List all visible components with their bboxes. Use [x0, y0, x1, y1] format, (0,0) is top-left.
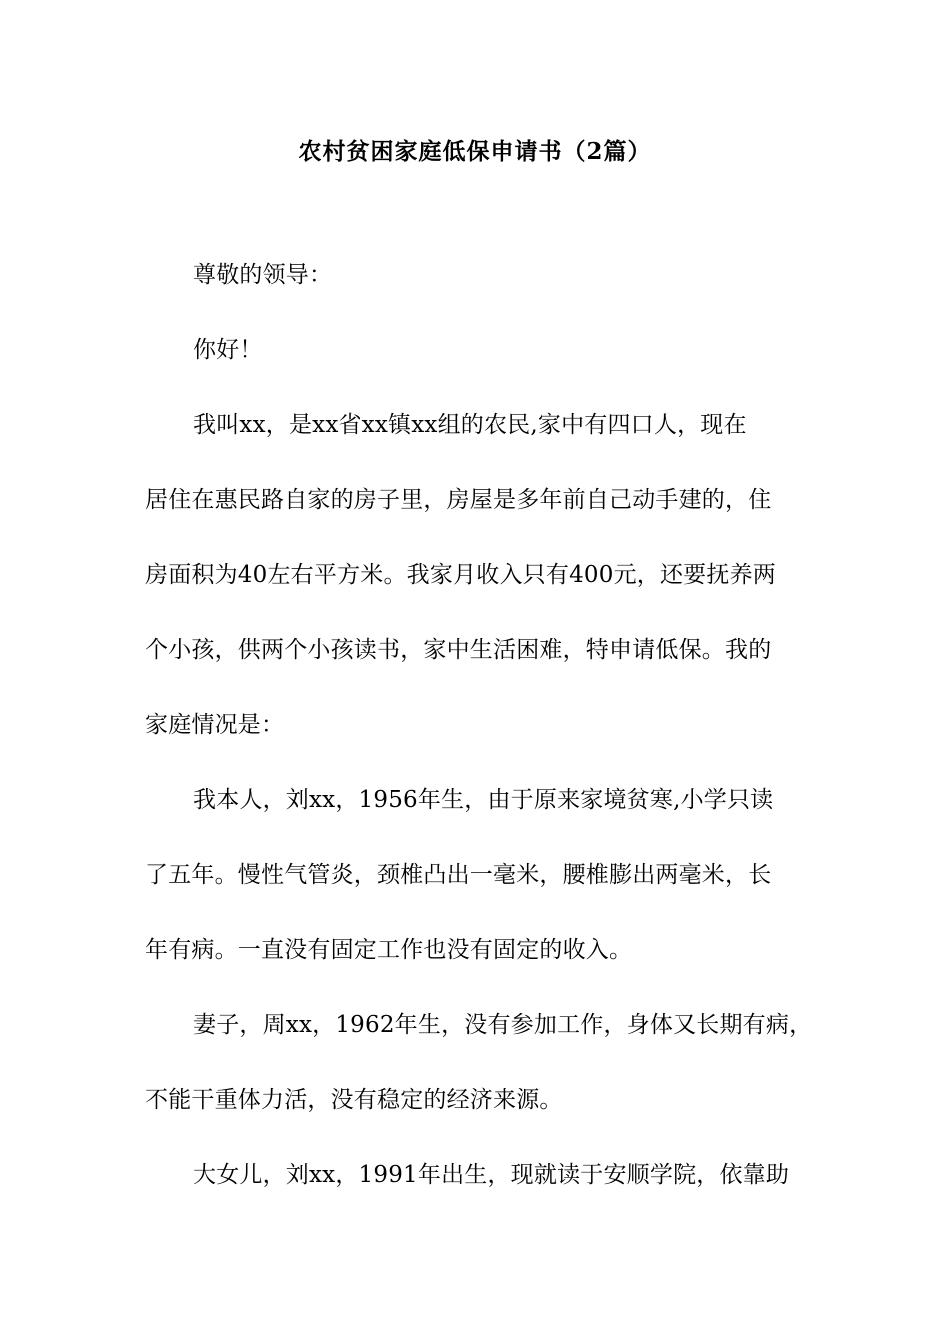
body-line: 房面积为40左右平方米。我家月收入只有400元，还要抚养两 [145, 562, 776, 588]
document-title: 农村贫困家庭低保申请书（2篇） [298, 138, 652, 165]
body-line: 我本人，刘xx，1956年生，由于原来家境贫寒,小学只读 [193, 787, 774, 813]
body-line: 个小孩，供两个小孩读书，家中生活困难，特申请低保。我的 [145, 637, 772, 663]
body-line: 家庭情况是： [145, 712, 285, 738]
body-line: 年有病。一直没有固定工作也没有固定的收入。 [145, 937, 633, 963]
body-line: 大女儿，刘xx，1991年出生，现就读于安顺学院，依靠助 [193, 1162, 790, 1188]
greeting-line: 你好！ [193, 337, 263, 363]
body-line: 妻子，周xx，1962年生，没有参加工作，身体又长期有病， [193, 1012, 813, 1038]
salutation-line: 尊敬的领导： [193, 262, 333, 288]
body-line: 了五年。慢性气管炎，颈椎凸出一毫米，腰椎膨出两毫米，长 [145, 862, 772, 888]
body-line: 我叫xx，是xx省xx镇xx组的农民,家中有四口人，现在 [193, 412, 747, 438]
body-line: 不能干重体力活，没有稳定的经济来源。 [145, 1087, 563, 1113]
body-line: 居住在惠民路自家的房子里，房屋是多年前自己动手建的，住 [145, 487, 772, 513]
